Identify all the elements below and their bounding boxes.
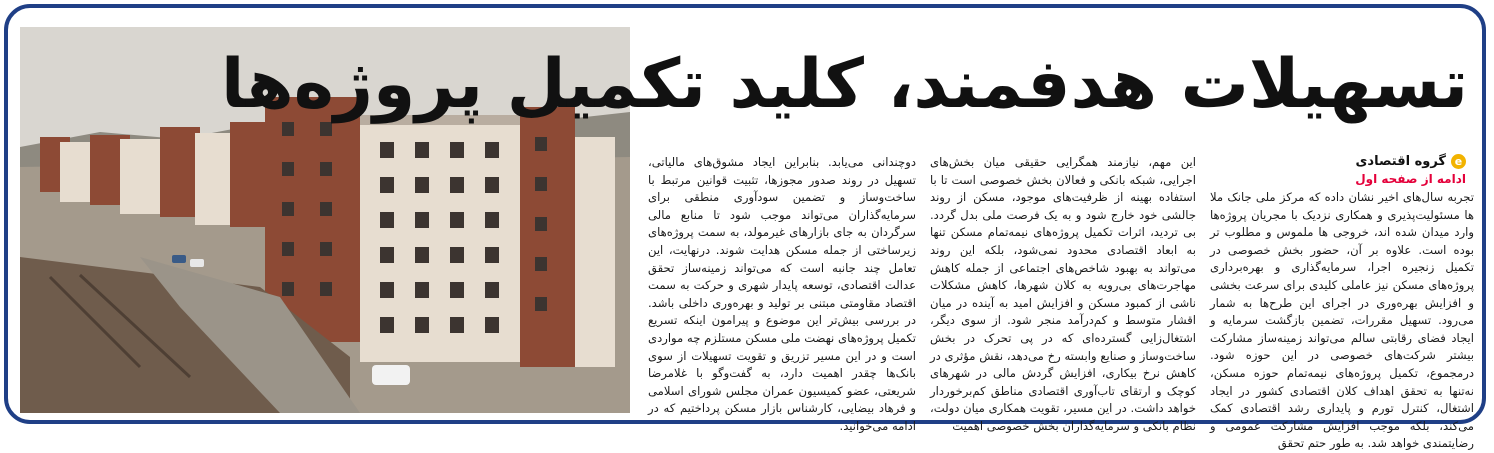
byline (1356, 154, 1466, 169)
byline-text: گروه اقتصادی (1355, 154, 1446, 169)
newspaper-logo-icon: e (1451, 154, 1466, 169)
article-column-3: دوچندانی می‌یابد. بنابراین ایجاد مشوق‌های مالیاتی، تسهیل در روند صدور مجوزها، تثبیت قوانین مرتبط با ساخت‌وساز و تضمین سودآوری منطقی برای سرمایه‌گذاران می‌تواند موجب شود تا منابع مالی سرگردان به جای بازارهای غیرمولد، به سمت پروژه‌های زیرساختی از جمله مسکن هدایت شوند. درنهایت، این تعامل چند جانبه است که می‌تواند زمینه‌ساز تحقق عدالت اقتصادی، توسعه پایدار شهری و حرکت به سمت اقتصاد مقاومتی مبتنی بر تولید و بهره‌وری داخلی باشد. در بررسی بیش‌تر این موضوع و پیرامون اینکه تسریع تکمیل پروژه‌های نهضت ملی مسکن مستلزم چه مواردی است و در این مسیر تزریق و تقویت تسهیلات از سوی بانک‌ها چقدر اهمیت دارد، به گفت‌وگو با غلامرضا شریعتی، عضو کمیسیون عمران مجلس شورای اسلامی و فرهاد بیضایی، کارشناس بازار مسکن پرداختیم که در ادامه می‌خوانید. (648, 155, 916, 433)
headline: تسهیلات هدفمند، کلید تکمیل پروژه‌ها (221, 45, 1468, 124)
continued-from-front-page[interactable]: ادامه از صفحه اول (1355, 172, 1466, 186)
article-column-1: تجربه سال‌های اخیر نشان داده که مرکز ملی جانک ملا ها مسئولیت‌پذیری و همکاری نزدیک با مجریان پروژه‌ها وارد میدان شده اند، خروجی ها ملموس و مطلوب تر بوده است. علاوه بر آن، حضور بخش خصوصی در تکمیل زنجیره اجرا، سرمایه‌گذاری و بهره‌برداری پروژه‌های مسکن نیز عاملی کلیدی برای سرعت بخشی و افزایش بهره‌وری در اجرای این طرح‌ها به شمار می‌رود. تسهیل مقررات، تضمین بازگشت سرمایه و ایجاد فضای رقابتی سالم می‌تواند زمینه‌ساز مشارکت بیشتر شرکت‌های خصوصی در این حوزه شود. درمجموع، تکمیل پروژه‌های نیمه‌تمام حوزه مسکن، نه‌تنها به تحقق اهداف کلان اقتصادی کشور در ایجاد اشتغال، کنترل تورم و پایداری رشد اقتصادی کمک می‌کند، بلکه موجب افزایش مشارکت عمومی و رضایتمندی خواهد شد. به طور حتم تحقق (1210, 190, 1474, 451)
article-column-2: این مهم، نیازمند همگرایی حقیقی میان بخش‌های اجرایی، شبکه بانکی و فعالان بخش خصوصی است تا با استفاده بهینه از ظرفیت‌های موجود، مسکن از روند جالشی خود خارج شود و به یک فرصت ملی بدل گردد. بی تردید، اثرات تکمیل پروژه‌های نیمه‌تمام مسکن تنها به ابعاد اقتصادی محدود نمی‌شود، بلکه این روند می‌تواند به بهبود شاخص‌های اجتماعی از جمله کاهش مهاجرت‌های بی‌رویه به کلان شهرها، کاهش مشکلات ناشی از کمبود مسکن و افزایش امید به آینده در میان اقشار متوسط و کم‌درآمد منجر شود. از سوی دیگر، اشتغال‌زایی گسترده‌ای که در پی تحرک در بخش ساخت‌وساز و صنایع وابسته رخ می‌دهد، نقش مؤثری در کاهش نرخ بیکاری، افزایش گردش مالی در شهرهای کوچک و ارتقای تاب‌آوری اقتصادی مناطق کم‌برخوردار خواهد داشت. در این مسیر، تقویت همکاری میان دولت، نظام بانکی و سرمایه‌گذاران بخش خصوصی اهمیت (930, 155, 1196, 433)
photo-car (372, 365, 410, 385)
